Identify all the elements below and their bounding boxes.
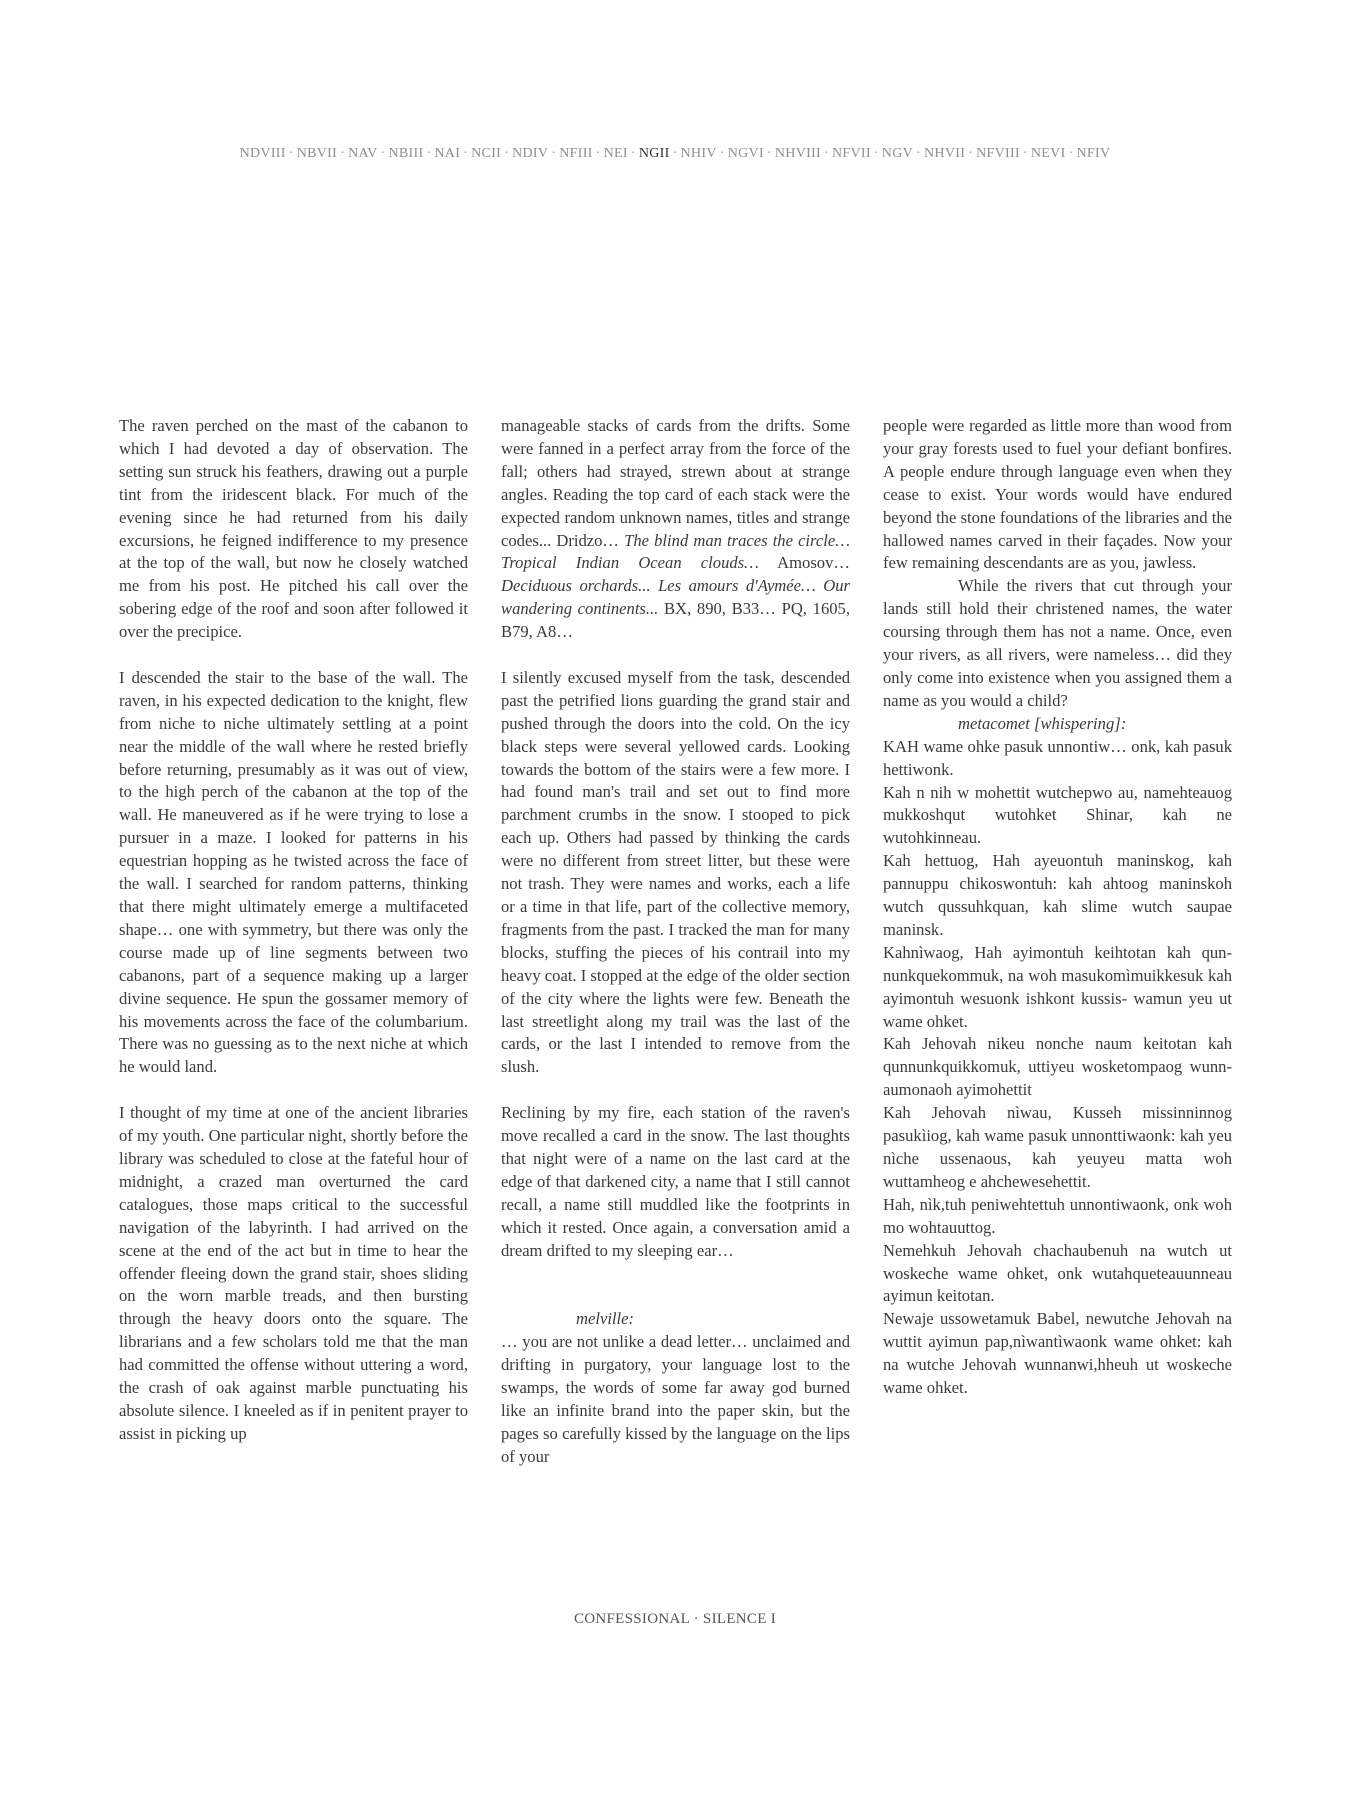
verse-line: KAH wame ohke pasuk unnontiw… onk, kah pasuk hettiwonk. xyxy=(883,736,1232,779)
separator: · xyxy=(595,146,601,161)
speaker-label: metacomet [whispering]: xyxy=(958,713,1127,733)
column-2 xyxy=(501,415,850,1469)
running-head-entry: NFIV xyxy=(1076,146,1111,161)
separator: · xyxy=(916,146,921,161)
running-head-entry: NBIII xyxy=(388,146,424,161)
running-head-entry: NBVII xyxy=(296,146,338,161)
column-3 xyxy=(883,415,1232,1400)
running-head-entry: NFIII xyxy=(559,146,593,161)
separator: · xyxy=(968,146,974,161)
running-head-entry: NDVIII xyxy=(239,146,286,161)
running-head-entry: NHVII xyxy=(924,146,966,161)
verse-line: Newaje ussowetamuk Babel, newutche Jehovah na wuttit ayimun pap,nìwantìwaonk wame ohket: kah na wutche Jehovah wunnanwi,hheuh ut woskeche wame ohket. xyxy=(883,1309,1232,1398)
running-head xyxy=(0,146,1350,162)
text-run: BX, 890, B33… PQ, 1605, B79, A8… xyxy=(501,599,850,642)
running-head-entry: NGVI xyxy=(727,146,764,161)
paragraph: I thought of my time at one of the ancient libraries of my youth. One particular night, shortly before the library was scheduled to close at the fateful hour of midnight, a crazed man overturned the card catalogues, those maps critical to the successful navigation of the labyrinth. I had arrived on the scene at the end of the act but in time to hear the offender fleeing down the grand stair, shoes sliding on the worn marble treads, and then bursting through the heavy doors onto the square. The librarians and a few scholars told me that the man had committed the offense without uttering a word, the crash of oak against marble punctuating his absolute silence. I kneeled as if in penitent prayer to assist in picking up xyxy=(119,1103,468,1443)
verse-line: Hah, nìk,tuh peniwehtettuh unnontiwaonk, onk woh mo wohtauuttog. xyxy=(883,1194,1232,1237)
separator: · xyxy=(426,146,432,161)
paragraph: I silently excused myself from the task, descended past the petrified lions guarding the grand stair and pushed through the doors into the cold. On the icy black steps were several yellowed cards. Looking towards the bottom of the stairs were a few more. I had found man's trail and set out to find more parchment crumbs in the snow. I stooped to pick each up. Others had passed by thinking the cards were no different from street litter, but these were not trash. They were names and works, each a life or a time in that life, part of the collective memory, fragments from the past. I tracked the man for many blocks, stuffing the pieces of his contrail into my heavy coat. I stopped at the edge of the older section of the city where the lights were few. Beneath the last streetlight along my trail was the last of the cards, or the last I intended to remove from the slush. xyxy=(501,667,850,1077)
running-head-entry: NCII xyxy=(471,146,502,161)
paragraph: … you are not unlike a dead letter… unclaimed and drifting in purgatory, your language lost to the swamps, the words of some far away god burned like an infinite brand into the paper skin, but the pages so carefully kissed by the language on the lips of your xyxy=(501,1332,850,1466)
separator: · xyxy=(288,146,294,161)
italic-titles: The blind man traces the circle… Tropical Indian Ocean clouds… xyxy=(501,530,850,573)
running-head-entry: NHVIII xyxy=(774,146,822,161)
column-1 xyxy=(119,415,468,1446)
italic-titles: Deciduous orchards... Les amours d'Aymée… Our wandering continents... xyxy=(501,576,850,619)
running-head-entry: NAV xyxy=(348,146,378,161)
paragraph: The raven perched on the mast of the cabanon to which I had devoted a day of observation. The setting sun struck his feathers, drawing out a purple tint from the iridescent black. For much of the evening since he had returned from his daily excursions, he feigned indifference to my presence at the top of the wall, but now he closely watched me from his post. He pitched his call over the sobering edge of the roof and soon after followed it over the precipice. xyxy=(119,416,468,642)
text-run: manageable stacks of cards from the drifts. Some were fanned in a perfect array from the force of the fall; others had strayed, strewn about at strange angles. Reading the top card of each stack were the expected random unknown names, titles and strange codes... Dridzo… xyxy=(501,416,850,550)
separator: · xyxy=(504,146,510,161)
separator: · xyxy=(873,146,879,161)
paragraph: I descended the stair to the base of the wall. The raven, in his expected dedication to the knight, flew from niche to niche ultimately settling at a point near the middle of the wall where he rested briefly before returning, presumably as it was out of view, to the high perch of the cabanon at the top of the wall. He maneuvered as if he were trying to lose a pursuer in a maze. I looked for patterns in his equestrian hopping as he twisted across the face of the wall. I searched for random patterns, thinking that there might ultimately emerge a multifaceted shape… one with symmetry, but there was only the course made up of line segments between two cabanons, part of a sequence making up a larger divine sequence. He spun the gossamer memory of his movements across the face of the columbarium. There was no guessing as to the next niche at which he would land. xyxy=(119,667,468,1077)
verse-line: Kahnìwaog, Hah ayimontuh keihtotan kah qun-nunkquekommuk, na woh masukomìmuikkesuk kah ayimontuh wesuonk ishkont kussis- wamun yeu ut wame ohket. xyxy=(883,942,1232,1031)
paragraph xyxy=(501,415,850,644)
paragraph: people were regarded as little more than wood from your gray forests used to fuel your defiant bonfires. A people endure through language even when they cease to exist. Your words would have endured beyond the stone foundations of the libraries and the hallowed names carved in their façades. Now your few remaining descendants are as you, jawless. xyxy=(883,416,1232,573)
separator: · xyxy=(1068,146,1074,161)
running-head-entry: NHIV xyxy=(680,146,717,161)
separator: · xyxy=(719,146,725,161)
running-head-current: NGII xyxy=(638,146,670,161)
speaker-label: melville: xyxy=(576,1309,635,1329)
separator: · xyxy=(766,146,772,161)
separator: · xyxy=(340,146,346,161)
separator: · xyxy=(824,146,829,161)
verse-line: Kah Jehovah nìwau, Kusseh missinninnog pasukìiog, kah wame pasuk unnonttiwaonk: kah yeu nìche ussenaous, kah yeuyeu matta woh wuttamheog e ahchewesehettit. xyxy=(883,1103,1232,1191)
text-columns xyxy=(119,415,1232,1466)
verse-line: Kah Jehovah nikeu nonche naum keitotan kah qunnunkquikkomuk, uttiyeu wosketompaog wunn-aumonaoh ayimohettit xyxy=(883,1034,1232,1100)
running-head-entry: NEI xyxy=(603,146,628,161)
text-run: Amosov… xyxy=(777,553,850,573)
separator: · xyxy=(551,146,557,161)
separator: · xyxy=(630,146,636,161)
paragraph: While the rivers that cut through your lands still hold their christened names, the water coursing through them has not a name. Once, even your rivers, as all rivers, were nameless… did they only come into existence when you assigned them a name as you would a child? xyxy=(883,576,1232,710)
separator: · xyxy=(463,146,469,161)
separator: · xyxy=(672,146,678,161)
verse-line: Kah n nih w mohettit wutchepwo au, namehteauog mukkoshqut wutohket Shinar, kah ne wutohkinneau. xyxy=(883,782,1232,848)
separator: · xyxy=(1022,146,1028,161)
verse-line: Kah hettuog, Hah ayeuontuh maninskog, kah pannuppu chikoswontuh: kah ahtoog maninskoh wutch qussuhkquan, kah slime wutch saupae maninsk. xyxy=(883,851,1232,939)
verse-line: Nemehkuh Jehovah chachaubenuh na wutch ut woskeche wame ohket, onk wutahqueteauunneau ayimun keitotan. xyxy=(883,1240,1232,1306)
running-head-entry: NDIV xyxy=(512,146,549,161)
running-head-entry: NGV xyxy=(881,146,914,161)
running-head-entry: NAI xyxy=(434,146,461,161)
separator: · xyxy=(380,146,386,161)
paragraph: Reclining by my fire, each station of the raven's move recalled a card in the snow. The last thoughts that night were of a name on the last card at the edge of that darkened city, a name that I still cannot recall, a name still muddled like the footprints in which it rested. Once again, a conversation amid a dream drifted to my sleeping ear… xyxy=(501,1103,850,1260)
running-head-entry: NEVI xyxy=(1030,146,1066,161)
running-head-entry: NFVIII xyxy=(976,146,1020,161)
running-head-entry: NFVII xyxy=(831,146,871,161)
page-footer: CONFESSIONAL · SILENCE I xyxy=(573,1611,777,1627)
verse-lines xyxy=(883,736,1232,1400)
